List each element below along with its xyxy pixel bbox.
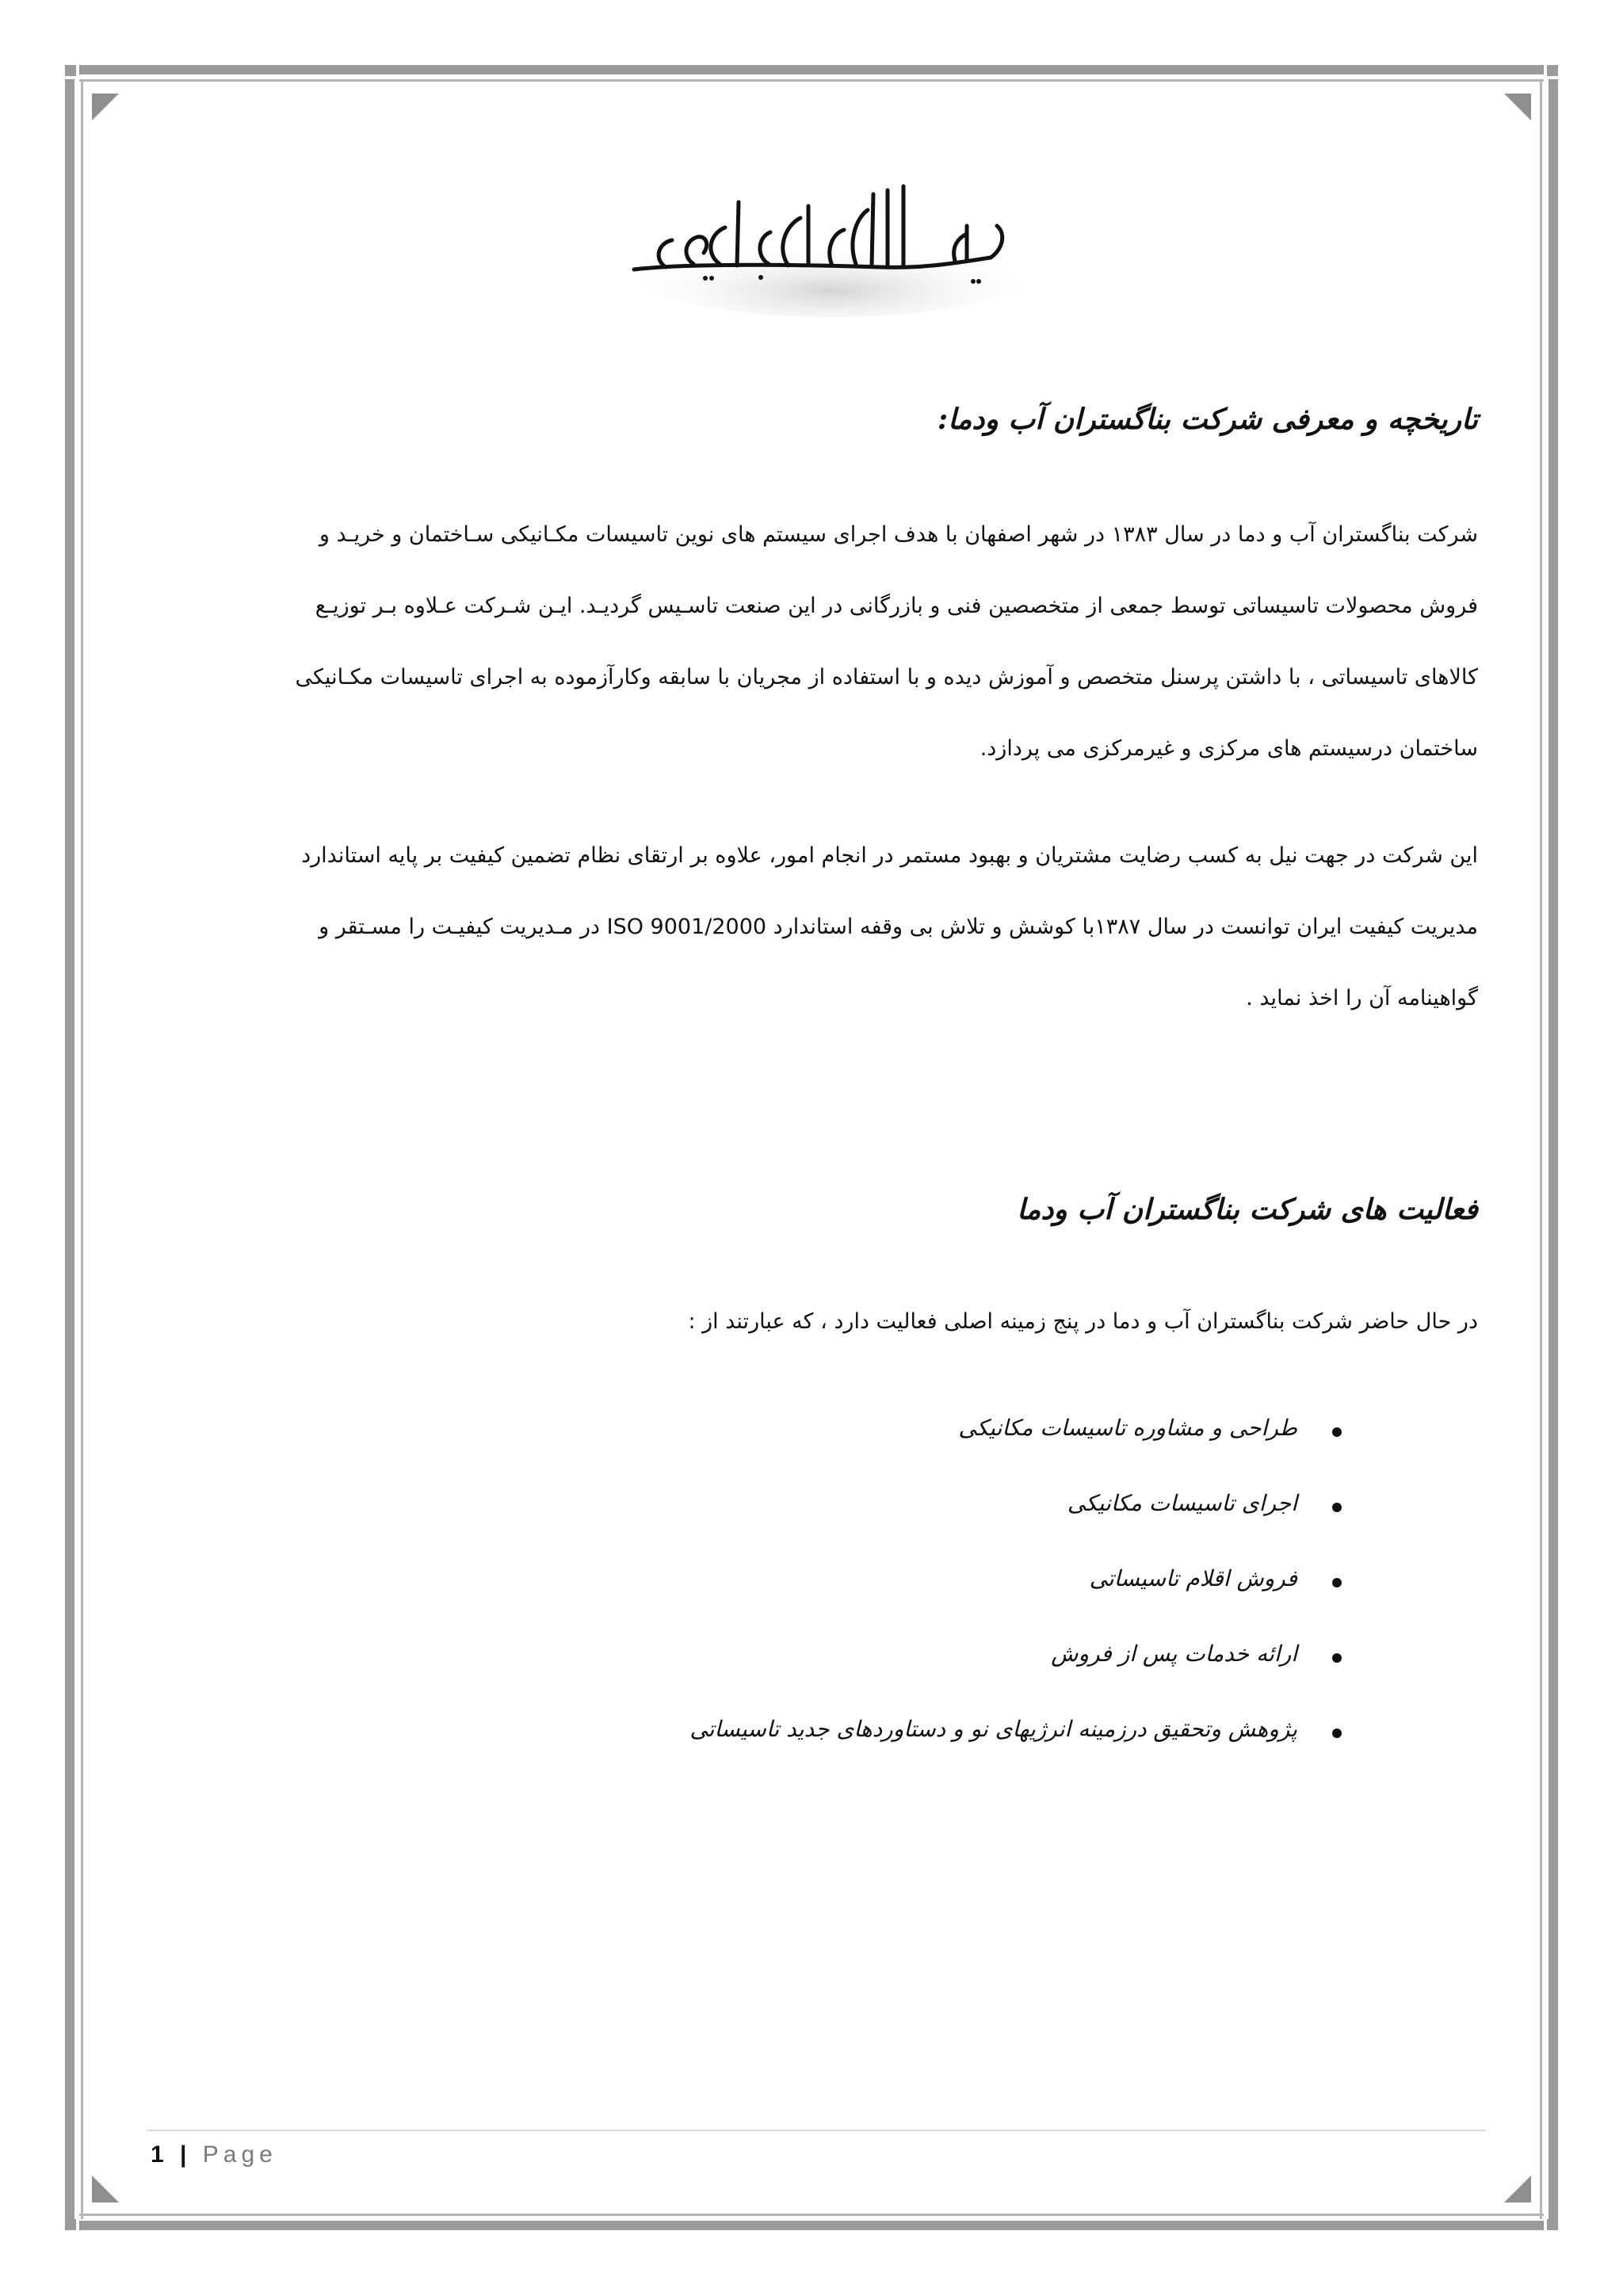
frame-triangle-bottom-right	[1504, 2176, 1531, 2202]
history-paragraph-line: کالاهای تاسیساتی ، با داشتن پرسنل متخصص و آموزش دیده و با استفاده از مجریان با سابقه وکارآزموده به اجرای تاسیسات مکـانیکی	[295, 665, 1478, 690]
frame-top-inner-line	[79, 79, 1544, 82]
history-paragraph-line: ساختمان درسیستم های مرکزی و غیرمرکزی می پردازد.	[980, 736, 1478, 761]
frame-corner-top-left	[65, 65, 76, 76]
bullet-icon	[1332, 1729, 1342, 1738]
frame-right-inner-line	[1540, 79, 1542, 2219]
activities-intro: در حال حاضر شرکت بناگستران آب و دما در پنج زمینه اصلی فعالیت دارد ، که عبارتند از :	[688, 1309, 1478, 1334]
bullet-icon	[1332, 1653, 1342, 1663]
page-number: 1	[151, 2141, 164, 2168]
section-activities-heading: فعالیت های شرکت بناگستران آب ودما	[1017, 1193, 1478, 1226]
list-item-label: ارائه خدمات پس از فروش	[1051, 1641, 1297, 1667]
history-paragraph-line: فروش محصولات تاسیساتی توسط جمعی از متخصصین فنی و بازرگانی در این صنعت تاسـیس گردیـد. ایـن شـرکت عـلاوه بـر توزیـع	[315, 594, 1478, 618]
frame-bottom-bar	[79, 2221, 1544, 2230]
frame-triangle-top-right	[1504, 94, 1531, 120]
list-item	[549, 1641, 1342, 1716]
footer-divider	[147, 2130, 1486, 2131]
page-footer	[151, 2141, 277, 2168]
quality-paragraph-line: مدیریت کیفیت ایران توانست در سال ۱۳۸۷با کوشش و تلاش بی وقفه استاندارد ISO 9001/2000 در مـدیریت کیفیـت را مسـتقر و	[319, 915, 1478, 939]
basmala-calligraphy-image	[618, 170, 1030, 321]
history-paragraph-line: شرکت بناگستران آب و دما در سال ۱۳۸۳ در شهر اصفهان با هدف اجرای سیستم های نوین تاسیسات مکـانیکی سـاختمان و خریـد و	[319, 522, 1478, 547]
quality-paragraph	[139, 820, 1478, 1034]
frame-corner-top-right	[1547, 65, 1558, 76]
frame-triangle-top-left	[92, 94, 119, 120]
frame-bottom-inner-line	[79, 2214, 1544, 2216]
list-item-label: اجرای تاسیسات مکانیکی	[1067, 1490, 1297, 1516]
frame-corner-bottom-right	[1547, 2219, 1558, 2230]
list-item	[549, 1490, 1342, 1565]
bullet-icon	[1332, 1427, 1342, 1437]
history-paragraph	[139, 499, 1478, 785]
page-label: Page	[202, 2141, 277, 2168]
frame-left-bar	[65, 79, 74, 2219]
frame-right-bar	[1549, 79, 1558, 2219]
footer-separator: |	[180, 2141, 187, 2168]
bullet-icon	[1332, 1578, 1342, 1587]
quality-paragraph-line: این شرکت در جهت نیل به کسب رضایت مشتریان و بهبود مستمر در انجام امور، علاوه بر ارتقای نظام تضمین کیفیت بر پایه استاندارد	[301, 843, 1478, 868]
list-item	[549, 1415, 1342, 1490]
list-item-label: طراحی و مشاوره تاسیسات مکانیکی	[958, 1415, 1297, 1441]
activities-list	[549, 1415, 1342, 1791]
frame-left-inner-line	[81, 79, 83, 2219]
list-item-label: فروش اقلام تاسیساتی	[1089, 1565, 1297, 1591]
list-item-label: پژوهش وتحقیق درزمینه انرژیهای نو و دستاوردهای جدید تاسیساتی	[689, 1716, 1297, 1742]
list-item	[549, 1565, 1342, 1641]
section-history-heading: تاریخچه و معرفی شرکت بناگستران آب ودما:	[937, 403, 1478, 436]
bullet-icon	[1332, 1503, 1342, 1512]
quality-paragraph-line: گواهینامه آن را اخذ نماید .	[1246, 986, 1478, 1010]
frame-corner-bottom-left	[65, 2219, 76, 2230]
frame-top-bar	[79, 65, 1544, 74]
frame-triangle-bottom-left	[92, 2176, 119, 2202]
list-item	[549, 1716, 1342, 1791]
